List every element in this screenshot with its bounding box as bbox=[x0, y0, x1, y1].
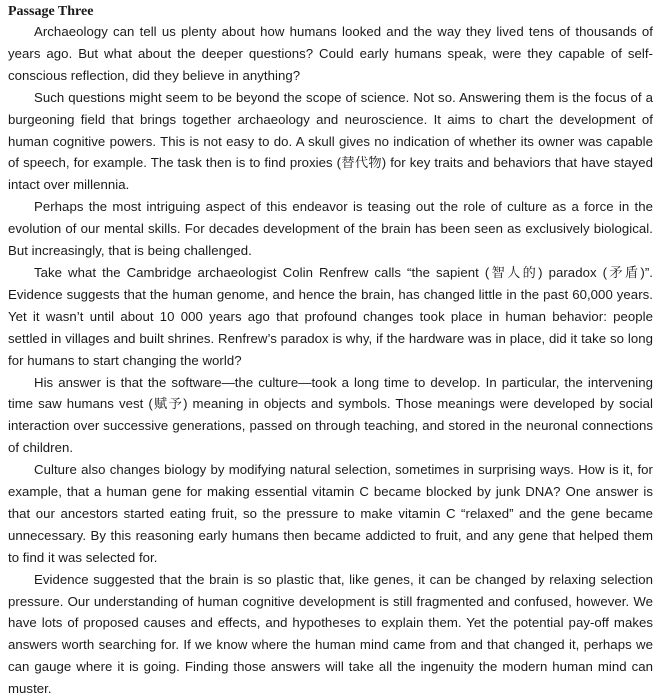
paragraph-4: Take what the Cambridge archaeologist Colin Renfrew calls “the sapient (智人的) paradox (矛盾)”. Evidence suggests that the human genome, and hence the brain, has changed little in the past 60,000 years. Yet it wasn’t until about 10 000 years ago that profound changes took place in human behavior: people settled in villages and built shrines. Renfrew’s paradox is why, if the hardware was in place, did it take so long for humans to start changing the world? bbox=[8, 264, 653, 368]
paragraph-7: Evidence suggested that the brain is so plastic that, like genes, it can be changed by relaxing selection pressure. Our understanding of human cognitive development is still fragmented and confused, however. We have lots of proposed causes and effects, and hypotheses to explain them. Yet the potential pay-off makes answers worth searching for. If we know where the human mind came from and that changed it, perhaps we can gauge where it is going. Finding those answers will take all the ingenuity the modern human mind can muster. bbox=[8, 571, 653, 697]
paragraph-5: His answer is that the software—the culture—took a long time to develop. In particular, the intervening time saw humans vest (赋予) meaning in objects and symbols. Those meanings were developed by social interaction over successive generations, passed on through teaching, and stored in the neuronal connections of children. bbox=[8, 374, 653, 456]
paragraph-2: Such questions might seem to be beyond the scope of science. Not so. Answering them is the focus of a burgeoning field that brings together archaeology and neuroscience. It aims to chart the development of human cognitive powers. This is not easy to do. A skull gives no indication of whether its owner was capable of speech, for example. The task then is to find proxies (替代物) for key traits and behaviors that have stayed intact over millennia. bbox=[8, 89, 653, 193]
passage-title: Passage Three bbox=[8, 4, 94, 19]
paragraph-1: Archaeology can tell us plenty about how humans looked and the way they lived tens of thousands of years ago. But what about the deeper questions? Could early humans speak, were they capable of self-conscious reflection, did they believe in anything? bbox=[8, 24, 653, 83]
paragraph-3: Perhaps the most intriguing aspect of this endeavor is teasing out the role of culture as a force in the evolution of our mental skills. For decades development of the brain has been seen as exclusively biological. But increasingly, that is being challenged. bbox=[8, 199, 653, 259]
paragraph-6: Culture also changes biology by modifying natural selection, sometimes in surprising ways. How is it, for example, that a human gene for making essential vitamin C became blocked by junk DNA? One answer is that our ancestors started eating fruit, so the pressure to make vitamin C “relaxed” and the gene became unnecessary. By this reasoning early humans then became addicted to fruit, and any gene that helped them to find it was selected for. bbox=[8, 462, 653, 565]
